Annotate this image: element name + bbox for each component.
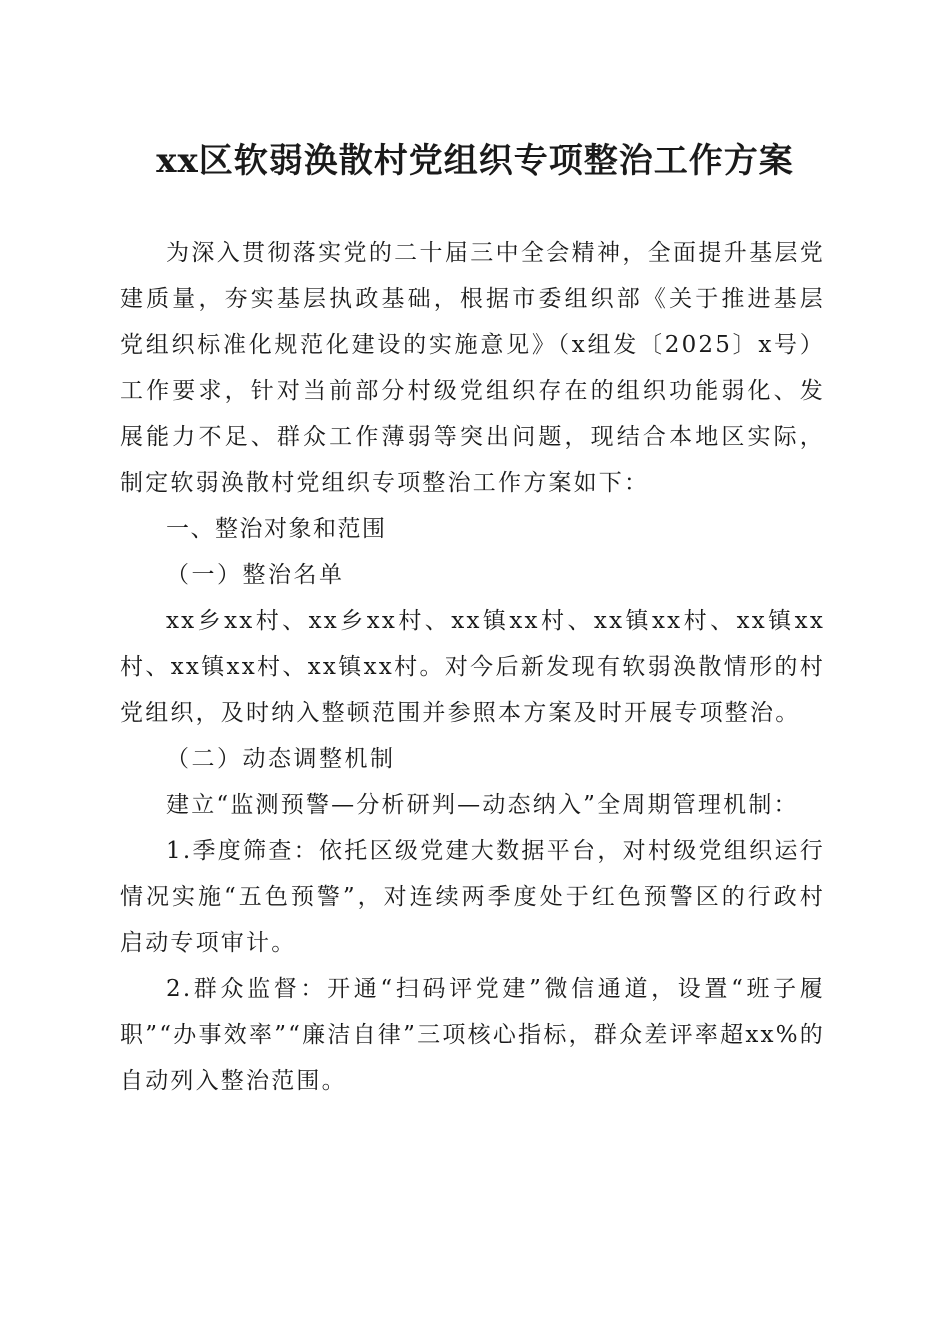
section-heading-1: 一、整治对象和范围: [166, 516, 387, 542]
rectification-list-paragraph: xx乡xx村、xx乡xx村、xx镇xx村、xx镇xx村、xx镇xx村、xx镇xx村、xx镇xx村。对今后新发现有软弱涣散情形的村党组织，及时纳入整顿范围并参照本方案及时开展专项整治。: [120, 608, 825, 726]
list-item-public-supervision: 2.群众监督：开通“扫码评党建”微信通道，设置“班子履职”“办事效率”“廉洁自律”三项核心指标，群众差评率超xx%的自动列入整治范围。: [120, 976, 825, 1094]
subsection-heading-1: （一）整治名单: [166, 562, 345, 588]
intro-paragraph: 为深入贯彻落实党的二十届三中全会精神，全面提升基层党建质量，夯实基层执政基础，根据市委组织部《关于推进基层党组织标准化规范化建设的实施意见》（x组发〔2025〕x号）工作要求，针对当前部分村级党组织存在的组织功能弱化、发展能力不足、群众工作薄弱等突出问题，现结合本地区实际，制定软弱涣散村党组织专项整治工作方案如下：: [120, 240, 825, 496]
list-item-quarterly-screening: 1.季度筛查：依托区级党建大数据平台，对村级党组织运行情况实施“五色预警”，对连续两季度处于红色预警区的行政村启动专项审计。: [120, 838, 825, 956]
document-body: [120, 230, 825, 1104]
document-title: xx区软弱涣散村党组织专项整治工作方案: [156, 141, 794, 181]
subsection-heading-2: （二）动态调整机制: [166, 746, 396, 772]
mechanism-intro-paragraph: 建立“监测预警—分析研判—动态纳入”全周期管理机制：: [166, 792, 799, 818]
